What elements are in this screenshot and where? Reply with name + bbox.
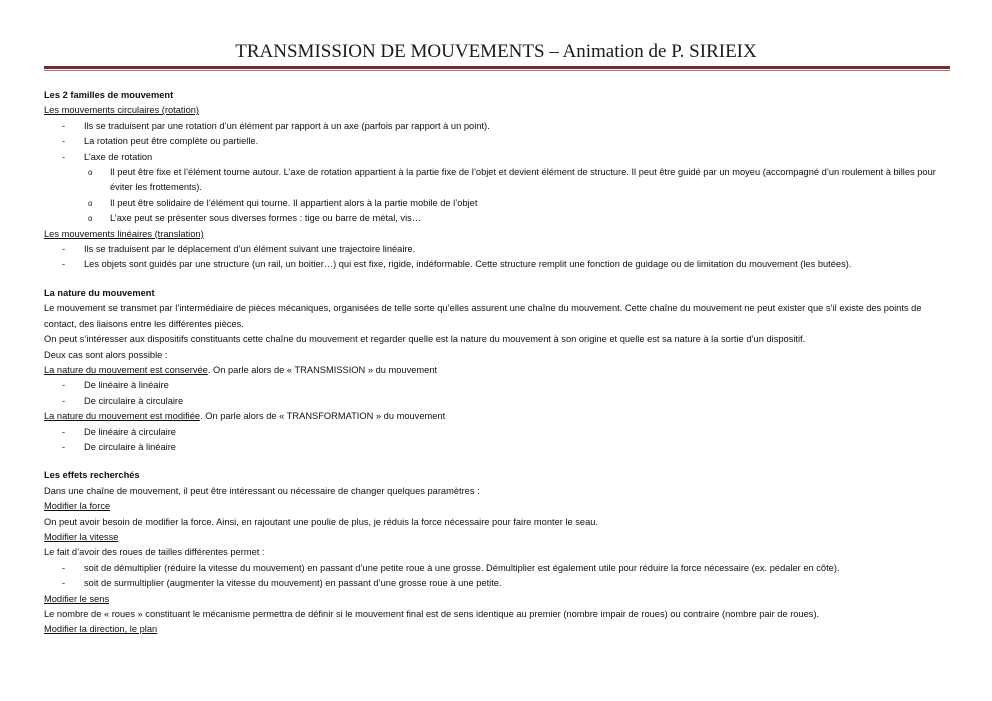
list-item-text: Il peut être fixe et l’élément tourne autour. L’axe de rotation appartient à la partie fixe de l’objet et devient élément de structure. Il peut être guidé par un moyeu (accompagné d’un roulement à billes pour éviter les frottements). (110, 167, 936, 193)
list-item-text: Ils se traduisent par une rotation d’un élément par rapport à un axe (parfois par rapport à un point). (84, 120, 490, 131)
paragraph-vitesse: Le fait d’avoir des roues de tailles différentes permet : (44, 547, 265, 558)
list-item (44, 211, 950, 226)
subheading-direction: Modifier la direction, le plan (44, 624, 158, 635)
list-item (44, 150, 950, 165)
paragraph-force: On peut avoir besoin de modifier la force. Ainsi, en rajoutant une poulie de plus, je réduis la force nécessaire pour faire monter le seau. (44, 516, 598, 527)
section-gap (44, 455, 950, 468)
list-item (44, 576, 950, 591)
dash-marker: - (62, 136, 66, 147)
dash-marker: - (62, 380, 66, 391)
list-item-text: De linéaire à circulaire (84, 426, 176, 437)
list-item (44, 165, 950, 196)
dash-marker: - (62, 562, 66, 573)
list-item-text: Il peut être solidaire de l’élément qui tourne. Il appartient alors à la partie mobile de l’objet (110, 197, 478, 208)
list-item-text: L’axe de rotation (84, 151, 153, 162)
subheading-force: Modifier la force (44, 501, 111, 512)
list-item (44, 561, 950, 576)
case-transmission-rest: . On parle alors de « TRANSMISSION » du mouvement (207, 364, 438, 375)
list-item (44, 119, 950, 134)
case-transformation-rest: . On parle alors de « TRANSFORMATION » du mouvement (200, 411, 446, 422)
list-circulaires (44, 119, 950, 165)
case-transmission (44, 363, 950, 378)
case-transformation (44, 409, 950, 424)
title-rule-thick (44, 66, 950, 69)
subheading-sens: Modifier le sens (44, 593, 110, 604)
list-item (44, 134, 950, 149)
dash-marker: - (62, 441, 66, 452)
subheading-circulaires: Les mouvements circulaires (rotation) (44, 105, 200, 116)
section-heading-effets: Les effets recherchés (44, 470, 140, 481)
list-item-text: De linéaire à linéaire (84, 380, 169, 391)
list-item (44, 242, 950, 257)
list-lineaires (44, 242, 950, 273)
document-body (44, 88, 950, 638)
list-item-text: soit de démultiplier (réduire la vitesse du mouvement) en passant d’une petite roue à une grosse. Démultiplier est également utile pour réduire la force nécessaire (ex. pédaler en côte). (84, 562, 840, 573)
section-heading-familles: Les 2 familles de mouvement (44, 90, 174, 100)
dash-marker: - (62, 578, 66, 589)
dash-marker: - (62, 120, 66, 131)
list-axe-rotation (44, 165, 950, 227)
list-item-text: soit de surmultiplier (augmenter la vitesse du mouvement) en passant d’une grosse roue à une petite. (84, 578, 502, 589)
subheading-vitesse: Modifier la vitesse (44, 531, 119, 542)
list-transmission (44, 378, 950, 409)
list-item (44, 425, 950, 440)
list-item (44, 394, 950, 409)
list-item-text: Ils se traduisent par le déplacement d’un élément suivant une trajectoire linéaire. (84, 244, 416, 255)
dash-marker: - (62, 244, 66, 255)
dash-marker: - (62, 151, 66, 162)
paragraph-dispositifs: On peut s’intéresser aux dispositifs constituants cette chaîne du mouvement et regarder quelle est la nature du mouvement à son origine et quelle est sa nature à la sortie d’un dispositif. (44, 334, 806, 345)
paragraph-chaine: Le mouvement se transmet par l’intermédiaire de pièces mécaniques, organisées de telle sorte qu’elles assurent une chaîne du mouvement. Cette chaîne du mouvement ne peut exister que s’il existe des points de contact, des liaisons entre les différentes pièces. (44, 303, 922, 329)
list-item-text: La rotation peut être complète ou partielle. (84, 136, 259, 147)
page-title: TRANSMISSION DE MOUVEMENTS – Animation de P. SIRIEIX (235, 41, 757, 62)
paragraph-sens: Le nombre de « roues » constituant le mécanisme permettra de définir si le mouvement final est de sens identique au premier (nombre impair de roues) ou contraire (nombre pair de roues). (44, 609, 820, 619)
title-rule-thin (44, 70, 950, 71)
list-transformation (44, 425, 950, 456)
circle-marker: o (88, 198, 93, 208)
list-vitesse (44, 561, 950, 592)
section-gap (44, 273, 950, 286)
paragraph-effets-intro: Dans une chaîne de mouvement, il peut être intéressant ou nécessaire de changer quelques paramètres : (44, 485, 480, 496)
dash-marker: - (62, 259, 66, 270)
dash-marker: - (62, 426, 66, 437)
case-transformation-underlined: La nature du mouvement est modifiée (44, 411, 201, 422)
list-item (44, 257, 950, 272)
case-transmission-underlined: La nature du mouvement est conservée (44, 364, 208, 375)
dash-marker: - (62, 395, 66, 406)
section-heading-nature: La nature du mouvement (44, 287, 155, 298)
list-item (44, 196, 950, 211)
list-item (44, 440, 950, 455)
list-item (44, 378, 950, 393)
list-item-text: De circulaire à linéaire (84, 441, 176, 452)
circle-marker: o (88, 214, 93, 224)
paragraph-deux-cas: Deux cas sont alors possible : (44, 349, 168, 360)
list-item-text: L’axe peut se présenter sous diverses formes : tige ou barre de métal, vis… (110, 213, 422, 224)
list-item-text: Les objets sont guidés par une structure (un rail, un boitier…) qui est fixe, rigide, indéformable. Cette structure remplit une fonction de guidage ou de limitation du mouvement (les butées). (84, 259, 852, 270)
subheading-lineaires: Les mouvements linéaires (translation) (44, 228, 204, 239)
list-item-text: De circulaire à circulaire (84, 395, 184, 406)
circle-marker: o (88, 168, 93, 178)
